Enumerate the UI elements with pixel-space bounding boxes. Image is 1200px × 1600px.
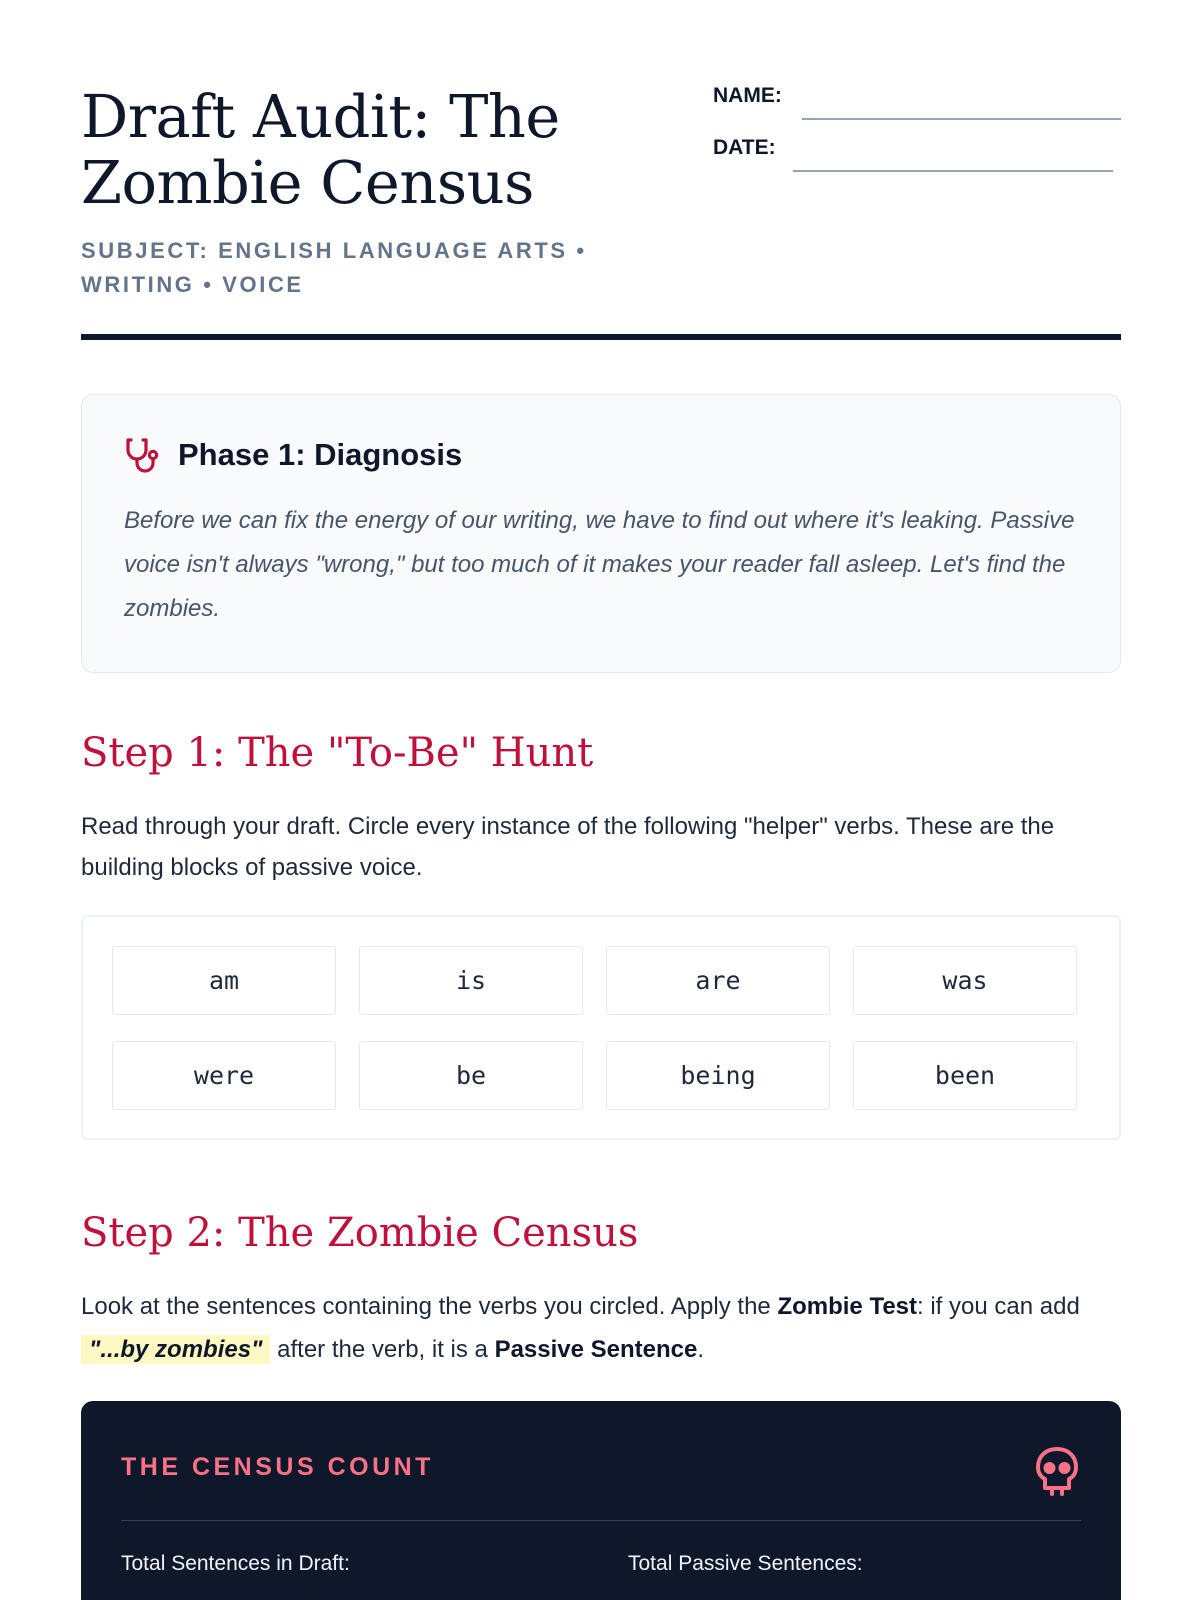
- worksheet-page: [81, 0, 1121, 1575]
- step-2-text-a: Look at the sentences containing the verbs you circled. Apply the: [81, 1293, 778, 1320]
- census-heading: THE CENSUS COUNT: [121, 1453, 434, 1481]
- diagnosis-title: Phase 1: Diagnosis: [178, 437, 463, 472]
- title-block: [81, 84, 641, 302]
- page-title: [81, 84, 641, 216]
- worksheet-header: [81, 0, 1121, 340]
- diagnosis-text: Before we can fix the energy of our writing, we have to find out where it's leaking. Passive voice isn't always "wrong," but too much of it makes your reader fall asleep. Let's find the zombies.: [124, 507, 1075, 622]
- subject-line: [81, 234, 641, 302]
- name-line[interactable]: [802, 118, 1121, 120]
- census-count-panel: [81, 1401, 1121, 1600]
- verb-chip-being[interactable]: being: [606, 1041, 830, 1110]
- step-1-instructions: Read through your draft. Circle every instance of the following "helper" verbs. These are the building blocks of passive voice.: [81, 813, 1055, 881]
- title-line-1: Draft Audit: The: [81, 82, 560, 151]
- step-2-text-b: : if you can add: [917, 1293, 1080, 1320]
- verb-chip-be[interactable]: be: [359, 1041, 583, 1110]
- student-fields: [713, 84, 1121, 188]
- step-2-text-d: .: [697, 1336, 705, 1363]
- title-line-2: Zombie Census: [81, 148, 534, 217]
- diagnosis-header: [124, 435, 1078, 475]
- census-divider: [121, 1520, 1081, 1521]
- name-field[interactable]: [713, 84, 1121, 136]
- verb-chip-was[interactable]: was: [853, 946, 1077, 1015]
- verb-chip-were[interactable]: were: [112, 1041, 336, 1110]
- total-passive-label: Total Passive Sentences:: [628, 1552, 863, 1575]
- diagnosis-box: [81, 394, 1121, 673]
- subject-line-2: WRITING • VOICE: [81, 272, 304, 297]
- stethoscope-icon: [124, 435, 164, 475]
- total-sentences-label: Total Sentences in Draft:: [121, 1552, 350, 1575]
- verb-chip-are[interactable]: are: [606, 946, 830, 1015]
- verb-list: [81, 915, 1121, 1140]
- step-1-title: Step 1: The "To-Be" Hunt: [81, 730, 594, 776]
- date-field[interactable]: [713, 136, 1121, 188]
- by-zombies-highlight: "...by zombies": [81, 1335, 270, 1364]
- name-label: NAME:: [713, 84, 782, 107]
- subject-line-1: SUBJECT: ENGLISH LANGUAGE ARTS •: [81, 238, 587, 263]
- step-2-instructions: [81, 1285, 1121, 1371]
- date-label: DATE:: [713, 136, 776, 159]
- skull-icon: [1033, 1445, 1081, 1497]
- verb-chip-am[interactable]: am: [112, 946, 336, 1015]
- step-2-text-c: after the verb, it is a: [270, 1336, 495, 1363]
- step-2-title: Step 2: The Zombie Census: [81, 1210, 639, 1256]
- verb-chip-is[interactable]: is: [359, 946, 583, 1015]
- zombie-test-term: Zombie Test: [777, 1293, 918, 1320]
- verb-chip-been[interactable]: been: [853, 1041, 1077, 1110]
- passive-sentence-term: Passive Sentence: [494, 1336, 698, 1363]
- header-divider: [81, 334, 1121, 340]
- date-line[interactable]: [793, 170, 1113, 172]
